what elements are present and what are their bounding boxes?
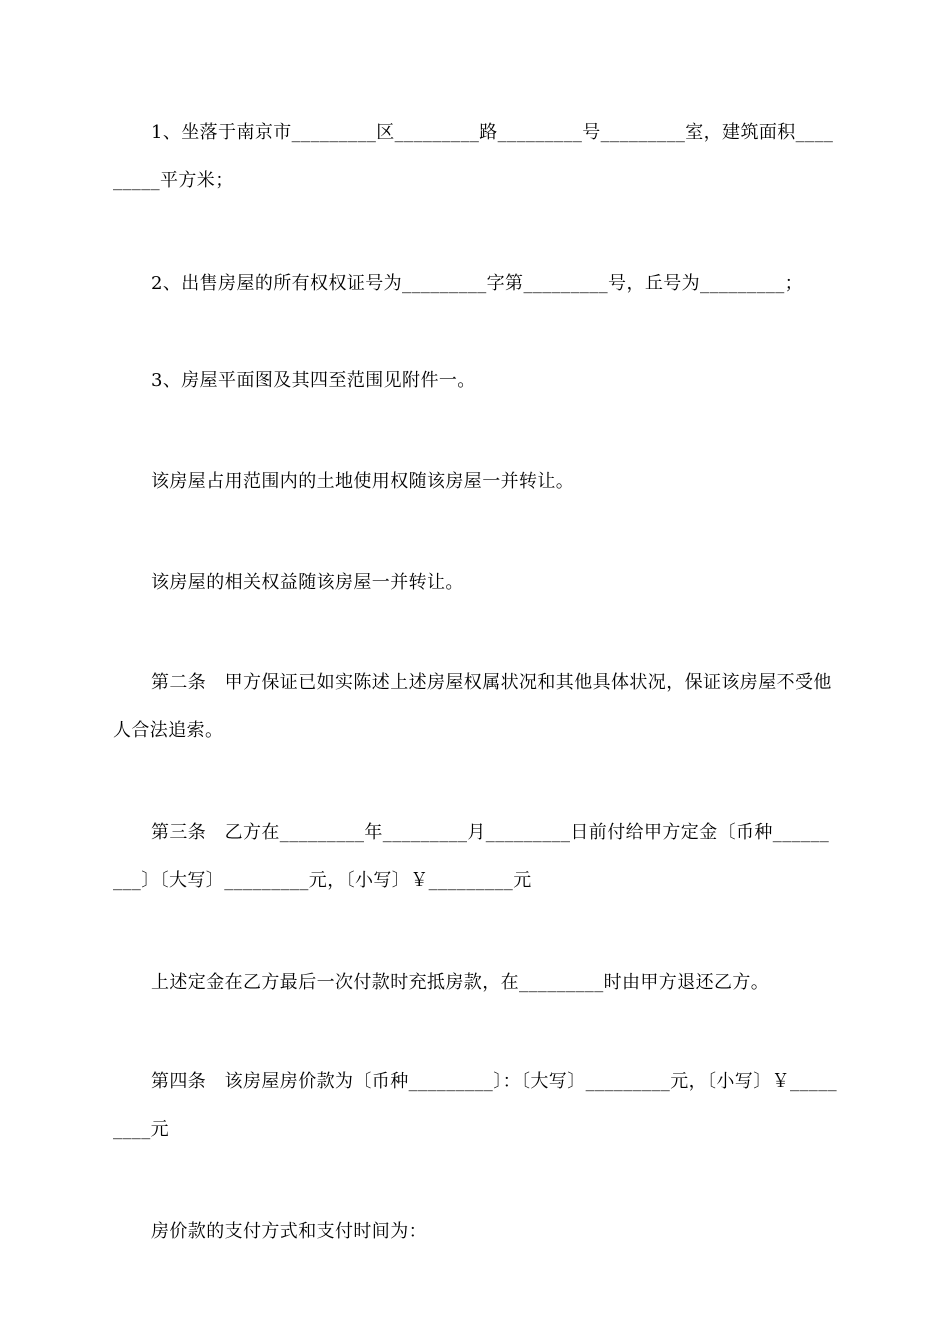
clause-location-area: 1、坐落于南京市_________区_________路_________号_________室，建筑面积_________平方米； [113, 122, 834, 191]
article-two: 第二条 甲方保证已如实陈述上述房屋权属状况和其他具体状况，保证该房屋不受他人合法追索。 [113, 672, 832, 741]
deposit-offset-clause: 上述定金在乙方最后一次付款时充抵房款，在_________时由甲方退还乙方。 [151, 972, 770, 993]
clause-related-rights: 该房屋的相关权益随该房屋一并转让。 [151, 572, 464, 593]
article-four: 第四条 该房屋房价款为〔币种_________〕：〔大写〕_________元，〔小写〕￥_________元 [113, 1071, 837, 1140]
clause-floor-plan: 3、房屋平面图及其四至范围见附件一。 [151, 370, 476, 391]
article-three: 第三条 乙方在_________年_________月_________日前付给甲方定金〔币种_________〕〔大写〕_________元，〔小写〕￥_________元 [113, 822, 830, 891]
payment-method-clause: 房价款的支付方式和支付时间为： [151, 1221, 427, 1242]
clause-land-use-rights: 该房屋占用范围内的土地使用权随该房屋一并转让。 [151, 471, 575, 492]
clause-ownership-certificate: 2、出售房屋的所有权权证号为_________字第_________号，丘号为_________； [151, 273, 804, 294]
